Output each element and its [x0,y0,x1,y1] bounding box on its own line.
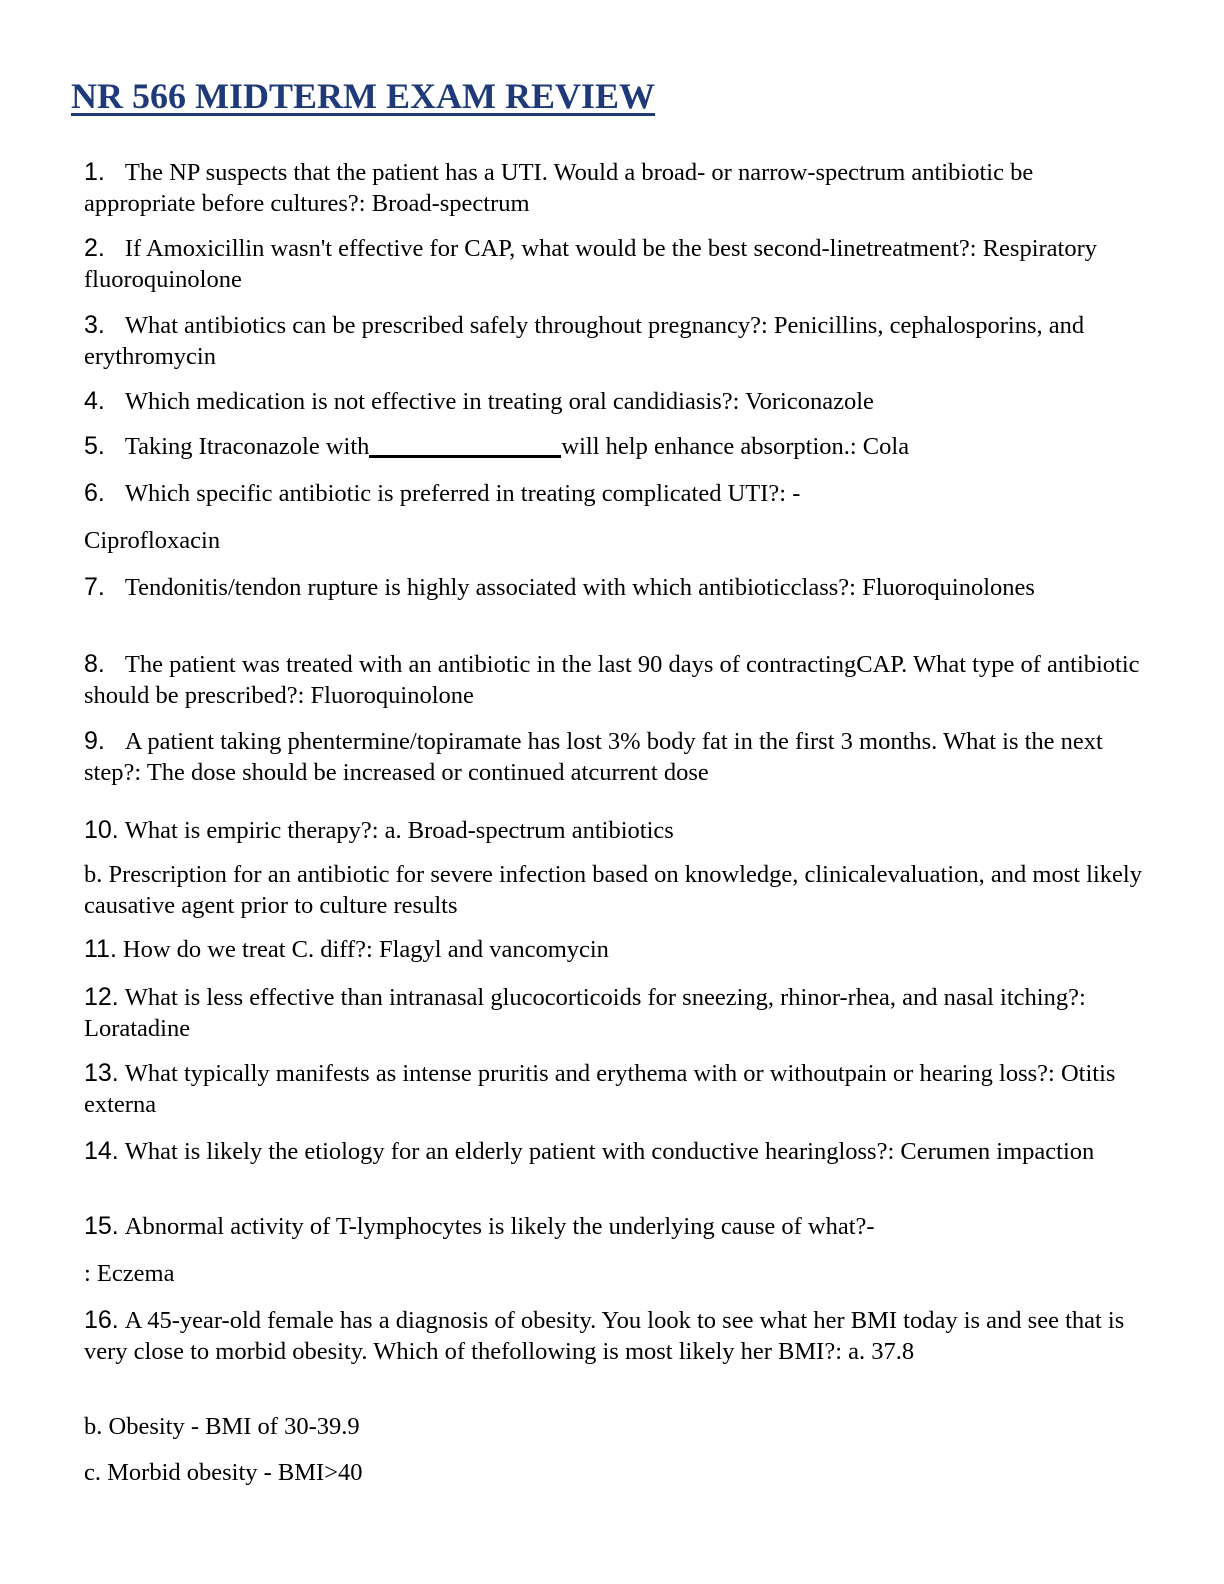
question-text: If Amoxicillin wasn't effective for CAP, what would be the best second-linetreatment?: Respiratory fluoroquinolone [84,235,1097,293]
question-text: Which specific antibiotic is preferred in treating complicated UTI?: - [124,480,801,507]
question-1 [84,157,1144,219]
question-number: 14. [84,1137,119,1165]
question-number: 8. [84,650,105,678]
question-8 [84,649,1144,711]
question-15 [84,1211,1144,1242]
answer-continuation: c. Morbid obesity - BMI>40 [84,1459,363,1486]
page-title: NR 566 MIDTERM EXAM REVIEW [71,76,655,116]
question-text: What is empiric therapy?: a. Broad-spectrum antibiotics [124,817,674,844]
question-text: The patient was treated with an antibiotic in the last 90 days of contractingCAP. What type of antibiotic should be prescribed?: Fluoroquinolone [84,651,1140,709]
question-text: A patient taking phentermine/topiramate has lost 3% body fat in the first 3 months. What is the next step?: The dose should be increased or continued atcurrent dose [84,728,1103,786]
question-number: 9. [84,727,105,755]
question-number: 6. [84,479,105,507]
answer-continuation: b. Prescription for an antibiotic for severe infection based on knowledge, clinicalevaluation, and most likely causative agent prior to culture results [84,861,1142,919]
question-number: 5. [84,432,105,460]
question-text: What antibiotics can be prescribed safely throughout pregnancy?: Penicillins, cephalosporins, and erythromycin [84,312,1085,370]
question-10 [84,815,1144,846]
question-text: What is likely the etiology for an elderly patient with conductive hearingloss?: Cerumen impaction [124,1138,1095,1165]
question-text: What is less effective than intranasal glucocorticoids for sneezing, rhinor-rhea, and nasal itching?: Loratadine [84,984,1086,1042]
question-number: 12. [84,983,119,1011]
question-4 [84,386,1144,417]
question-number: 15. [84,1212,119,1240]
question-6 [84,478,1144,509]
question-11 [84,934,1144,965]
question-number: 4. [84,387,105,415]
question-number: 10. [84,816,119,844]
question-number: 3. [84,311,105,339]
question-text: What typically manifests as intense pruritis and erythema with or withoutpain or hearing loss?: Otitis externa [84,1060,1116,1118]
question-7 [84,572,1144,603]
question-number: 11. [84,935,117,963]
question-number: 7. [84,573,105,601]
question-number: 1. [84,158,105,186]
question-text-after: will help enhance absorption.: Cola [561,433,910,460]
question-text: How do we treat C. diff?: Flagyl and vancomycin [122,936,609,963]
question-12 [84,982,1144,1044]
question-9 [84,726,1144,788]
answer-continuation: : Eczema [84,1260,175,1287]
question-16 [84,1305,1144,1367]
question-number: 2. [84,234,105,262]
question-5 [84,431,1144,462]
question-text: The NP suspects that the patient has a UTI. Would a broad- or narrow-spectrum antibiotic be appropriate before cultures?: Broad-spectrum [84,159,1034,217]
question-text: A 45-year-old female has a diagnosis of obesity. You look to see what her BMI today is and see that is very close to morbid obesity. Which of thefollowing is most likely her BMI?: a. 37.8 [84,1307,1125,1365]
question-text: Tendonitis/tendon rupture is highly associated with which antibioticclass?: Fluoroquinolones [124,574,1035,601]
question-13 [84,1058,1144,1120]
answer-continuation: b. Obesity - BMI of 30-39.9 [84,1413,360,1440]
fill-in-blank [369,435,561,458]
question-2 [84,233,1144,295]
question-14 [84,1136,1144,1167]
answer-continuation: Ciprofloxacin [84,527,221,554]
question-text-before: Taking Itraconazole with [124,433,370,460]
question-3 [84,310,1144,372]
question-number: 16. [84,1306,119,1334]
question-text: Abnormal activity of T-lymphocytes is likely the underlying cause of what?- [124,1213,875,1240]
question-text: Which medication is not effective in treating oral candidiasis?: Voriconazole [124,388,874,415]
question-number: 13. [84,1059,119,1087]
